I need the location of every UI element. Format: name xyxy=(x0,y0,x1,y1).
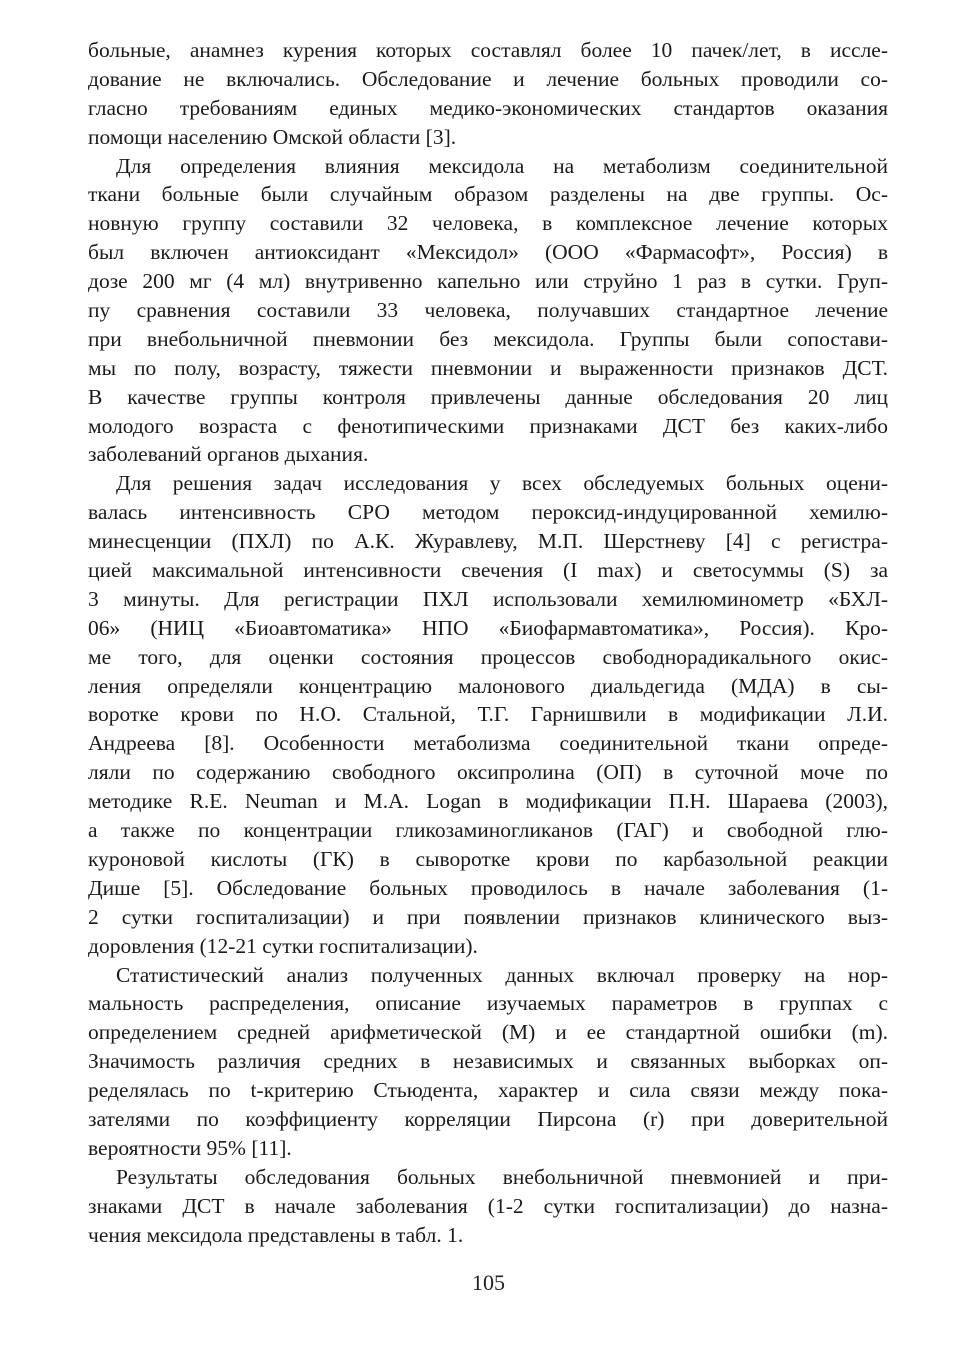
text-line: Результаты обследования больных внебольничной пневмонией и при- xyxy=(116,1164,888,1189)
text-line: заболеваний органов дыхания. xyxy=(88,442,369,467)
paragraph xyxy=(88,1163,888,1250)
text-line: пу сравнения составили 33 человека, получавших стандартное лечение xyxy=(88,298,888,323)
text-line: новную группу составили 32 человека, в комплексное лечение которых xyxy=(88,211,888,236)
text-line: Значимость различия средних в независимых и связанных выборках оп- xyxy=(88,1049,888,1074)
text-line: дование не включались. Обследование и лечение больных проводили со- xyxy=(88,66,888,91)
text-line: мальность распределения, описание изучаемых параметров в группах с xyxy=(88,991,888,1016)
text-line: доровления (12-21 сутки госпитализации). xyxy=(88,933,478,958)
text-line: Дише [5]. Обследование больных проводилось в начале заболевания (1- xyxy=(88,875,888,900)
text-line: 06» (НИЦ «Биоавтоматика» НПО «Биофармавтоматика», Россия). Кро- xyxy=(88,615,888,640)
text-line: воротке крови по Н.О. Стальной, Т.Г. Гарнишвили в модификации Л.И. xyxy=(88,702,888,727)
text-line: минесценции (ПХЛ) по А.К. Журавлеву, М.П. Шерстневу [4] с регистра- xyxy=(88,529,888,554)
text-line: а также по концентрации гликозаминогликанов (ГАГ) и свободной глю- xyxy=(88,818,888,843)
text-line: молодого возраста с фенотипическими признаками ДСТ без каких-либо xyxy=(88,413,888,438)
text-line: дозе 200 мг (4 мл) внутривенно капельно или струйно 1 раз в сутки. Груп- xyxy=(88,269,888,294)
text-line: куроновой кислоты (ГК) в сыворотке крови по карбазольной реакции xyxy=(88,846,888,871)
text-line: Для решения задач исследования у всех обследуемых больных оцени- xyxy=(116,471,888,496)
paragraph xyxy=(88,152,888,470)
text-line: при внебольничной пневмонии без мексидола. Группы были сопостави- xyxy=(88,326,888,351)
text-line: помощи населению Омской области [3]. xyxy=(88,124,457,149)
text-line: гласно требованиям единых медико-экономических стандартов оказания xyxy=(88,95,888,120)
paragraph xyxy=(88,36,888,152)
text-line: знаками ДСТ в начале заболевания (1-2 сутки госпитализации) до назна- xyxy=(88,1193,888,1218)
text-line: методике R.E. Neuman и M.A. Logan в модификации П.Н. Шараева (2003), xyxy=(88,789,888,814)
text-line: больные, анамнез курения которых составлял более 10 пачек/лет, в иссле- xyxy=(88,38,888,62)
text-line: ткани больные были случайным образом разделены на две группы. Ос- xyxy=(88,182,888,207)
text-line: определением средней арифметической (М) и ее стандартной ошибки (m). xyxy=(88,1020,888,1045)
text-line: ляли по содержанию свободного оксипролина (ОП) в суточной моче по xyxy=(88,760,888,785)
text-line: ределялась по t-критерию Стьюдента, характер и сила связи между пока- xyxy=(88,1078,888,1103)
text-line: цией максимальной интенсивности свечения (I max) и светосуммы (S) за xyxy=(88,558,888,583)
text-line: был включен антиоксидант «Мексидол» (ООО «Фармасофт», Россия) в xyxy=(88,240,888,265)
text-line: вероятности 95% [11]. xyxy=(88,1135,292,1160)
paragraph xyxy=(88,961,888,1163)
text-line: 2 сутки госпитализации) и при появлении признаков клинического выз- xyxy=(88,904,888,929)
text-line: В качестве группы контроля привлечены данные обследования 20 лиц xyxy=(88,384,888,409)
text-line: Андреева [8]. Особенности метаболизма соединительной ткани опреде- xyxy=(88,731,888,756)
text-line: 3 минуты. Для регистрации ПХЛ использовали хемилюминометр «БХЛ- xyxy=(88,586,888,611)
text-line: зателями по коэффициенту корреляции Пирсона (r) при доверительной xyxy=(88,1106,888,1131)
page-number: 105 xyxy=(472,1270,505,1295)
text-line: ме того, для оценки состояния процессов свободнорадикального окис- xyxy=(88,644,888,669)
text-line: Для определения влияния мексидола на метаболизм соединительной xyxy=(116,153,888,178)
text-line: валась интенсивность СРО методом пероксид-индуцированной хемилю- xyxy=(88,500,888,525)
text-line: Статистический анализ полученных данных включал проверку на нор- xyxy=(116,962,888,987)
text-line: ления определяли концентрацию малонового диальдегида (МДА) в сы- xyxy=(88,673,888,698)
text-line: мы по полу, возрасту, тяжести пневмонии и выраженности признаков ДСТ. xyxy=(88,355,888,380)
text-line: чения мексидола представлены в табл. 1. xyxy=(88,1222,464,1247)
paragraph xyxy=(88,469,888,960)
page-body xyxy=(88,36,888,1249)
